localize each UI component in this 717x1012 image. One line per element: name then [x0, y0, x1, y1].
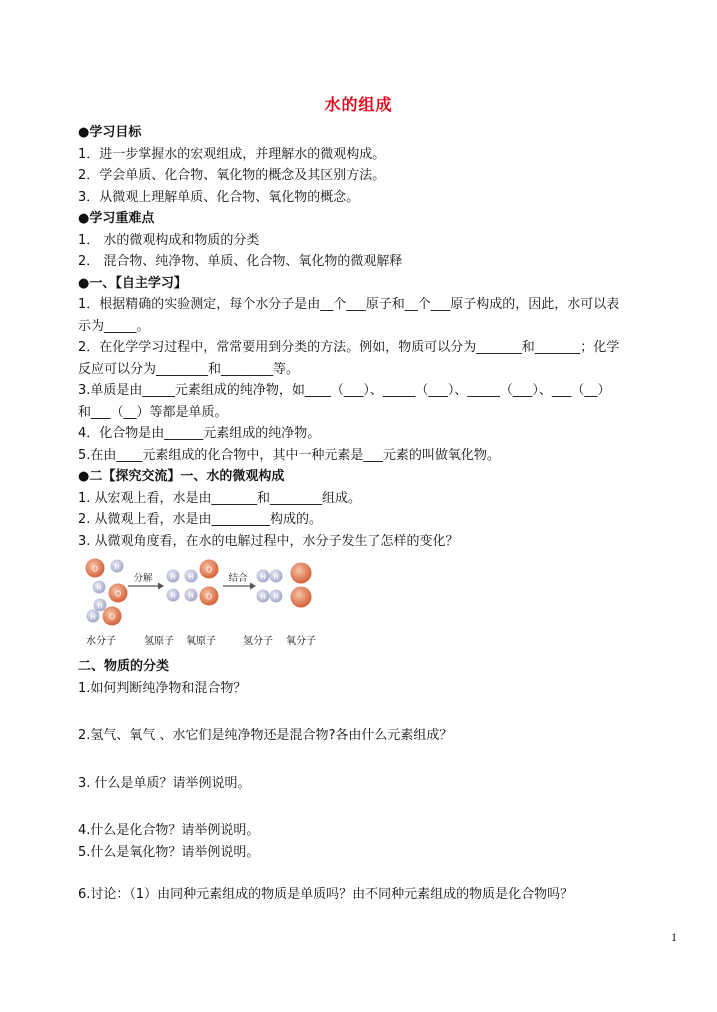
atom-label: O — [108, 612, 116, 622]
self-study-line: 2．在化学学习过程中，常常要用到分类的方法。例如，物质可以分为_______和_______；化学 — [78, 340, 620, 355]
exploration-heading: ●二【探究交流】一、水的微观构成 — [78, 469, 285, 484]
goal-item: 1．进一步掌握水的宏观组成，并理解水的微观构成。 — [78, 146, 386, 162]
decompose-label: 分解 — [133, 573, 153, 584]
exploration-item: 2. 从微观上看，水是由_________构成的。 — [78, 512, 323, 527]
exploration-item: 3. 从微观角度看，在水的电解过程中，水分子发生了怎样的变化？ — [78, 533, 459, 549]
question-5: 5.什么是氧化物？请举例说明。 — [78, 844, 260, 860]
question-2: 2.氢气、氧气 、水它们是纯净物还是混合物?各由什么元素组成？ — [78, 728, 453, 743]
atom-label: H — [170, 592, 176, 600]
atom-label: O — [205, 592, 213, 602]
atom-label: O — [114, 589, 122, 599]
self-study-line: 和___（__）等都是单质。 — [78, 404, 228, 420]
oxygen-atoms — [200, 560, 219, 606]
goal-item: 2．学会单质、化合物、氧化物的概念及其区别方法。 — [78, 168, 386, 183]
caption-hydrogen-atom: 氢原子 — [144, 636, 174, 647]
oxygen-molecule — [291, 563, 312, 608]
atom-label: H — [188, 573, 194, 581]
key-point-item: 1． 水的微观构成和物质的分类 — [78, 232, 260, 248]
caption-oxygen-atom: 氧原子 — [186, 636, 216, 647]
hydrogen-atoms — [167, 570, 198, 602]
question-4: 4.什么是化合物？请举例说明。 — [78, 823, 260, 838]
goal-item: 3．从微观上理解单质、化合物、氧化物的概念。 — [78, 189, 360, 205]
self-study-line: 1．根据精确的实验测定，每个水分子是由__个___原子和__个___原子构成的，因此，水可以表 — [78, 297, 620, 312]
atom-label: H — [273, 573, 279, 581]
classification-heading: 二、物质的分类 — [78, 659, 170, 674]
question-1: 1.如何判断纯净物和混合物？ — [78, 680, 247, 696]
document-title: 水的组成 — [324, 95, 393, 114]
combine-label: 结合 — [228, 573, 248, 584]
self-study-line: 5.在由____元素组成的化合物中，其中一种元素是___元素的叫做氧化物。 — [78, 447, 500, 463]
question-3: 3. 什么是单质？请举例说明。 — [78, 775, 251, 791]
self-study-line: 示为_____。 — [78, 318, 150, 334]
atom-label: H — [260, 593, 266, 601]
water-electrolysis-diagram — [78, 552, 690, 656]
learning-goals-heading: ●学习目标 — [78, 125, 142, 140]
exploration-item: 1. 从宏观上看，水是由_______和________组成。 — [78, 490, 362, 506]
caption-hydrogen-molecule: 氢分子 — [243, 636, 273, 647]
self-study-line: 4．化合物是由______元素组成的纯净物。 — [78, 426, 321, 441]
atom-label: O — [91, 564, 99, 574]
atom-label: H — [273, 593, 279, 601]
combine-arrow — [223, 572, 256, 590]
self-study-heading: ●一、【自主学习】 — [78, 275, 187, 291]
question-6: 6.讨论：（1）由同种元素组成的物质是单质吗？由不同种元素组成的物质是化合物吗？ — [78, 887, 574, 902]
atom-label: H — [260, 573, 266, 581]
page-number: 1 — [671, 930, 677, 944]
atom-label: O — [205, 565, 213, 575]
caption-water-molecule: 水分子 — [86, 636, 116, 647]
atom-label: H — [114, 563, 120, 571]
decompose-arrow — [128, 572, 164, 590]
key-point-item: 2． 混合物、纯净物、单质、化合物、氧化物的微观解释 — [78, 254, 403, 269]
caption-oxygen-molecule: 氧分子 — [286, 636, 316, 647]
atom-label: H — [170, 573, 176, 581]
key-points-heading: ●学习重难点 — [78, 211, 155, 226]
hydrogen-molecules — [257, 570, 283, 603]
self-study-line: 3.单质是由_____元素组成的纯净物，如____（___）、_____（___）、_____（___）、___（__） — [78, 383, 611, 398]
atom-label: H — [90, 613, 96, 621]
self-study-line: 反应可以分为________和________等。 — [78, 361, 300, 377]
atom-label: H — [97, 602, 103, 610]
atom-label: H — [188, 592, 194, 600]
atom-label: H — [96, 584, 102, 592]
document-body — [78, 122, 690, 906]
